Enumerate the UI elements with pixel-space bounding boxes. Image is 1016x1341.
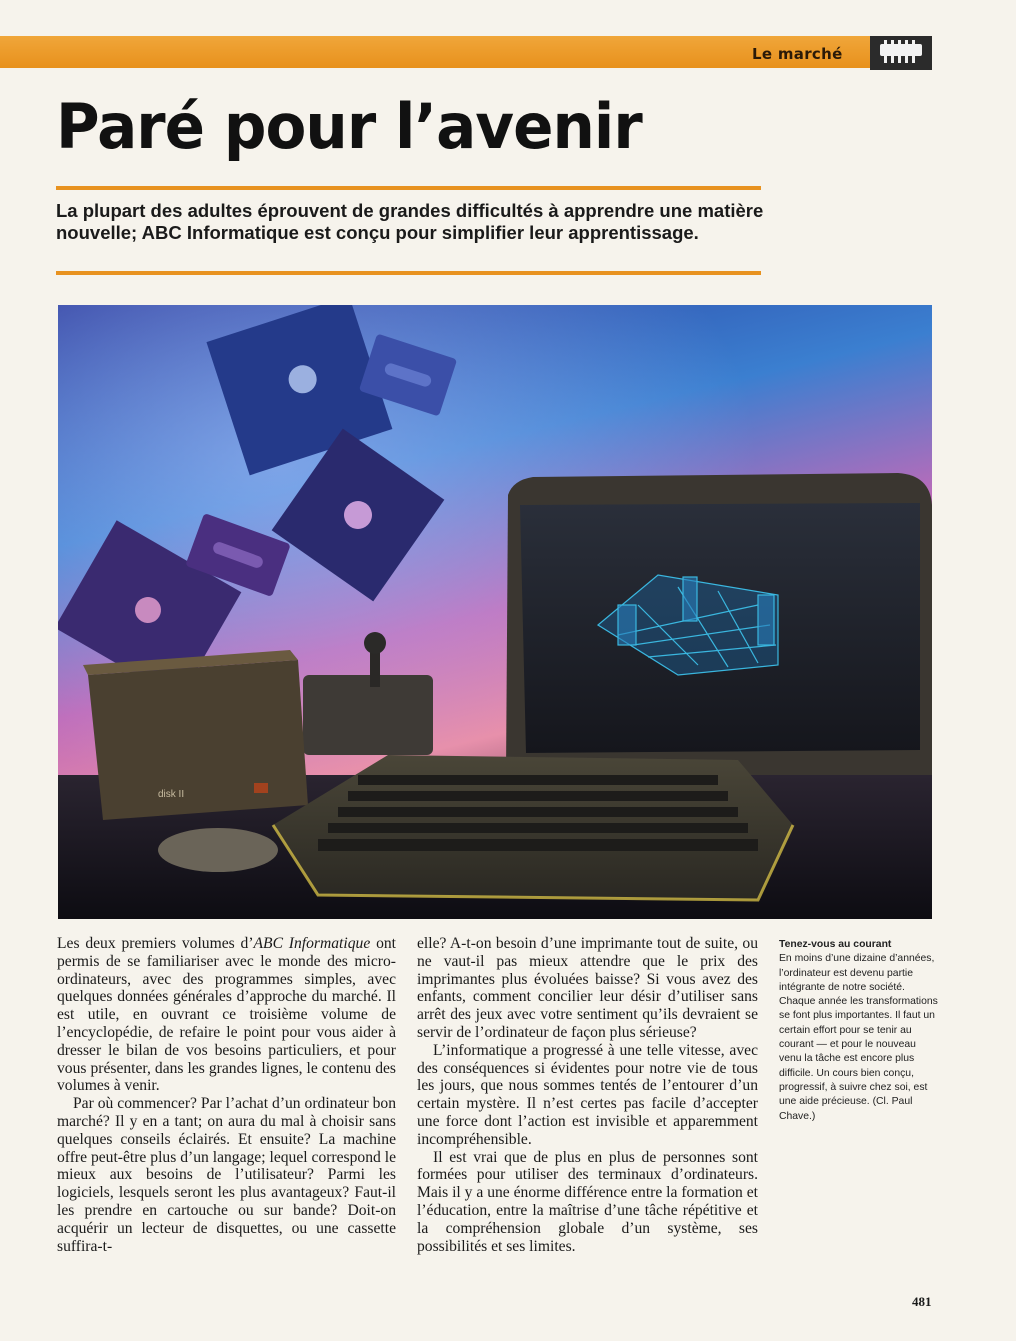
body-column-1 xyxy=(57,935,396,1255)
section-label: Le marché xyxy=(752,45,843,63)
book-title: ABC Informatique xyxy=(253,935,371,952)
caption-text: En moins d’une dizaine d’années, l’ordinateur est devenu partie intégrante de notre société. Chaque année les transformations se font plus importantes. Il faut un certain effort pour se tenir au courant — et pour le nouveau venu la tâche est encore plus difficile. Un cours bien conçu, progressif, à suivre chez soi, est une aide précieuse. (Cl. Paul Chave.) xyxy=(779,953,938,1122)
hero-photo xyxy=(58,305,932,919)
disk-drive xyxy=(83,650,308,820)
paragraph: Il est vrai que de plus en plus de personnes sont formées pour utiliser des terminaux d’ordinateurs. Mais il y a une énorme différence entre la formation et l’éducation, entre la maîtrise d’une tâche répétitive et la compréhension globale d’un système, ses possibilités et ses limites. xyxy=(417,1148,758,1255)
paragraph: Par où commencer? Par l’achat d’un ordinateur bon marché? Il y en a tant; on aura du mal à choisir sans quelques conseils éclairés. Et ensuite? La machine offre peut-être plus d’un langage; lequel correspond le mieux aux besoins de l’utilisateur? Parmi les logiciels, lesquels seront les plus avantageux? Faut-il les prendre en cartouche ou sur bande? Doit-on acquérir un lecteur de disquettes, ou une cassette suffira-t- xyxy=(57,1095,396,1255)
page-title: Paré pour l’avenir xyxy=(56,90,642,163)
mouse xyxy=(158,828,278,872)
chip-icon xyxy=(870,36,932,70)
paragraph: Les deux premiers volumes d’ABC Informatique ont permis de se familiariser avec le monde des micro-ordinateurs, avec des programmes simples, avec quelques données générales d’approche du marché. Il est utile, en ouvrant ce troisième volume de l’encyclopédie, de refaire le point pour vous aider à dresser le bilan de vos besoins particuliers, et pour vous présenter, dans les grandes lignes, le contenu des volumes à venir. xyxy=(57,935,397,1095)
page-number: 481 xyxy=(912,1294,932,1309)
section-header-band xyxy=(0,36,870,68)
top-rule xyxy=(56,186,761,190)
lead-paragraph: La plupart des adultes éprouvent de grandes difficultés à apprendre une matière nouvelle; ABC Informatique est conçu pour simplifier leur apprentissage. xyxy=(56,200,764,243)
body-column-2 xyxy=(417,935,758,1255)
bottom-rule xyxy=(56,271,761,275)
monitor xyxy=(506,473,932,775)
photo-caption xyxy=(779,938,941,1124)
drive-label: disk II xyxy=(158,789,185,800)
paragraph: elle? A-t-on besoin d’une imprimante tout de suite, ou ne vaut-il pas mieux attendre que le prix des imprimantes plus évoluées baisse? Si vous avez des enfants, comment concilier leur désir d’utiliser sans arrêt des jeux avec votre sentiment qu’ils devraient se servir de l’ordinateur de façon plus sérieuse? xyxy=(417,935,758,1041)
paragraph: L’informatique a progressé à une telle vitesse, avec des conséquences si évidentes pour notre vie de tous les jours, que nous sommes tentés de l’entourer d’un certain mystère. Il n’est certes pas facile d’accepter une force dont l’action est invisible et apparemment incompréhensible. xyxy=(417,1041,758,1148)
caption-title: Tenez-vous au courant xyxy=(779,939,892,950)
